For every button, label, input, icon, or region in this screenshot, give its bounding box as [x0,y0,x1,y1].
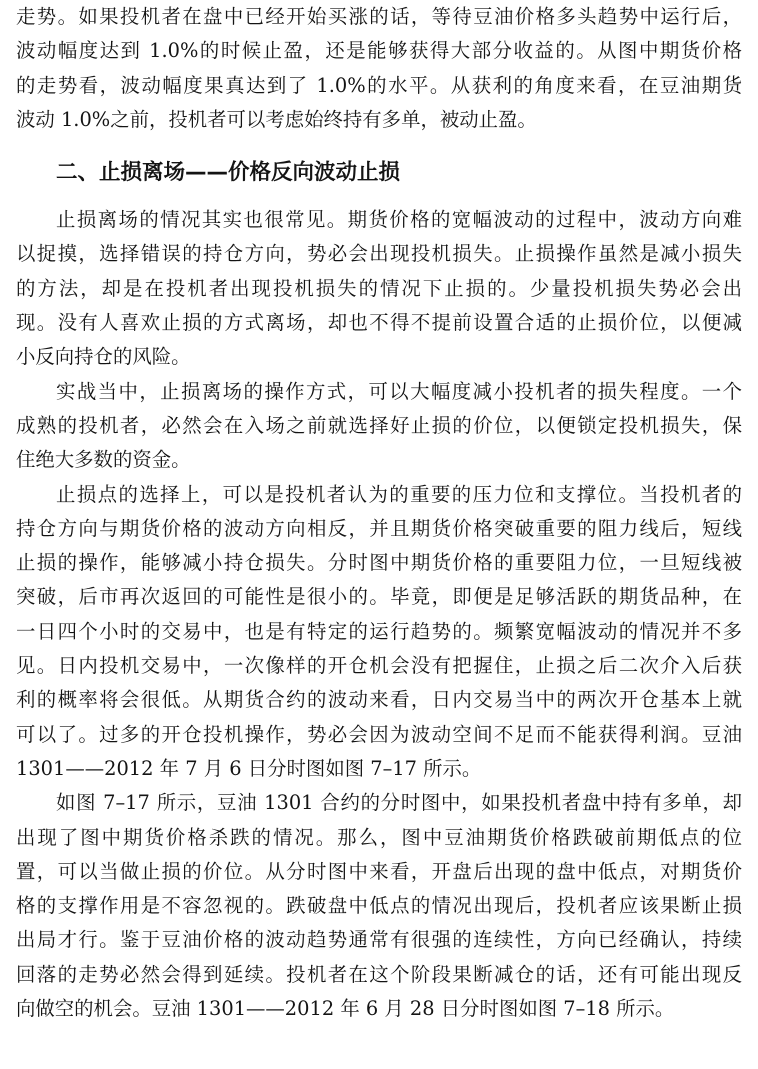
text-line: 格的支撑作用是不容忽视的。跌破盘中低点的情况出现后，投机者应该果断止损 [16,894,742,918]
paragraph [16,203,742,374]
text-line: 回落的走势必然会得到延续。投机者在这个阶段果断减仓的话，还有可能出现反 [16,962,742,986]
text-line: 一日四个小时的交易中，也是有特定的运行趋势的。频繁宽幅波动的情况并不多 [16,619,742,643]
text-line: 见。日内投机交易中，一次像样的开仓机会没有把握住，止损之后二次介入后获 [16,654,742,678]
text-line: 可以了。过多的开仓投机操作，势必会因为波动空间不足而不能获得利润。豆油 [16,722,742,746]
text-line: 成熟的投机者，必然会在入场之前就选择好止损的价位，以便锁定投机损失，保 [16,413,742,437]
text-line: 走势。如果投机者在盘中已经开始买涨的话，等待豆油价格多头趋势中运行后， [16,5,742,28]
section-heading: 二、止损离场——价格反向波动止损 [56,160,401,186]
text-line: 实战当中，止损离场的操作方式，可以大幅度减小投机者的损失程度。一个 [56,379,742,403]
text-line: 波动幅度达到 1.0%的时候止盈，还是能够获得大部分收益的。从图中期货价格 [16,39,742,63]
text-line: 向做空的机会。豆油 1301——2012 年 6 月 28 日分时图如图 7–18 所示。 [16,997,675,1021]
text-line: 出现了图中期货价格杀跌的情况。那么，图中豆油期货价格跌破前期低点的位 [16,825,742,849]
text-line: 置，可以当做止损的价位。从分时图中来看，开盘后出现的盘中低点，对期货价 [16,859,742,883]
text-line: 利的概率将会很低。从期货合约的波动来看，日内交易当中的两次开仓基本上就 [16,688,742,712]
paragraph-continuation [16,0,742,137]
text-line: 住绝大多数的资金。 [16,448,191,472]
book-page [16,0,742,1026]
text-line: 以捉摸，选择错误的持仓方向，势必会出现投机损失。止损操作虽然是减小损失 [16,242,742,266]
paragraph [16,375,742,478]
text-line: 1301——2012 年 7 月 6 日分时图如图 7–17 所示。 [16,756,482,780]
paragraph [16,478,742,787]
text-line: 小反向持仓的风险。 [16,345,191,369]
text-line: 持仓方向与期货价格的波动方向相反，并且期货价格突破重要的阻力线后，短线 [16,516,742,540]
text-line: 如图 7–17 所示，豆油 1301 合约的分时图中，如果投机者盘中持有多单，却 [56,791,742,815]
text-line: 出局才行。鉴于豆油价格的波动趋势通常有很强的连续性，方向已经确认，持续 [16,928,742,952]
text-line: 波动 1.0%之前，投机者可以考虑始终持有多单，被动止盈。 [16,107,537,131]
text-line: 现。没有人喜欢止损的方式离场，却也不得不提前设置合适的止损价位，以便减 [16,311,742,335]
text-line: 止损的操作，能够减小持仓损失。分时图中期货价格的重要阻力位，一旦短线被 [16,551,742,575]
text-line: 的走势看，波动幅度果真达到了 1.0%的水平。从获利的角度来看，在豆油期货 [16,73,742,97]
text-line: 止损离场的情况其实也很常见。期货价格的宽幅波动的过程中，波动方向难 [56,208,742,232]
text-line: 的方法，却是在投机者出现投机损失的情况下止损的。少量投机损失势必会出 [16,276,742,300]
paragraph [16,786,742,1026]
text-line: 止损点的选择上，可以是投机者认为的重要的压力位和支撑位。当投机者的 [56,482,742,506]
text-line: 突破，后市再次返回的可能性是很小的。毕竟，即便是足够活跃的期货品种，在 [16,585,742,609]
